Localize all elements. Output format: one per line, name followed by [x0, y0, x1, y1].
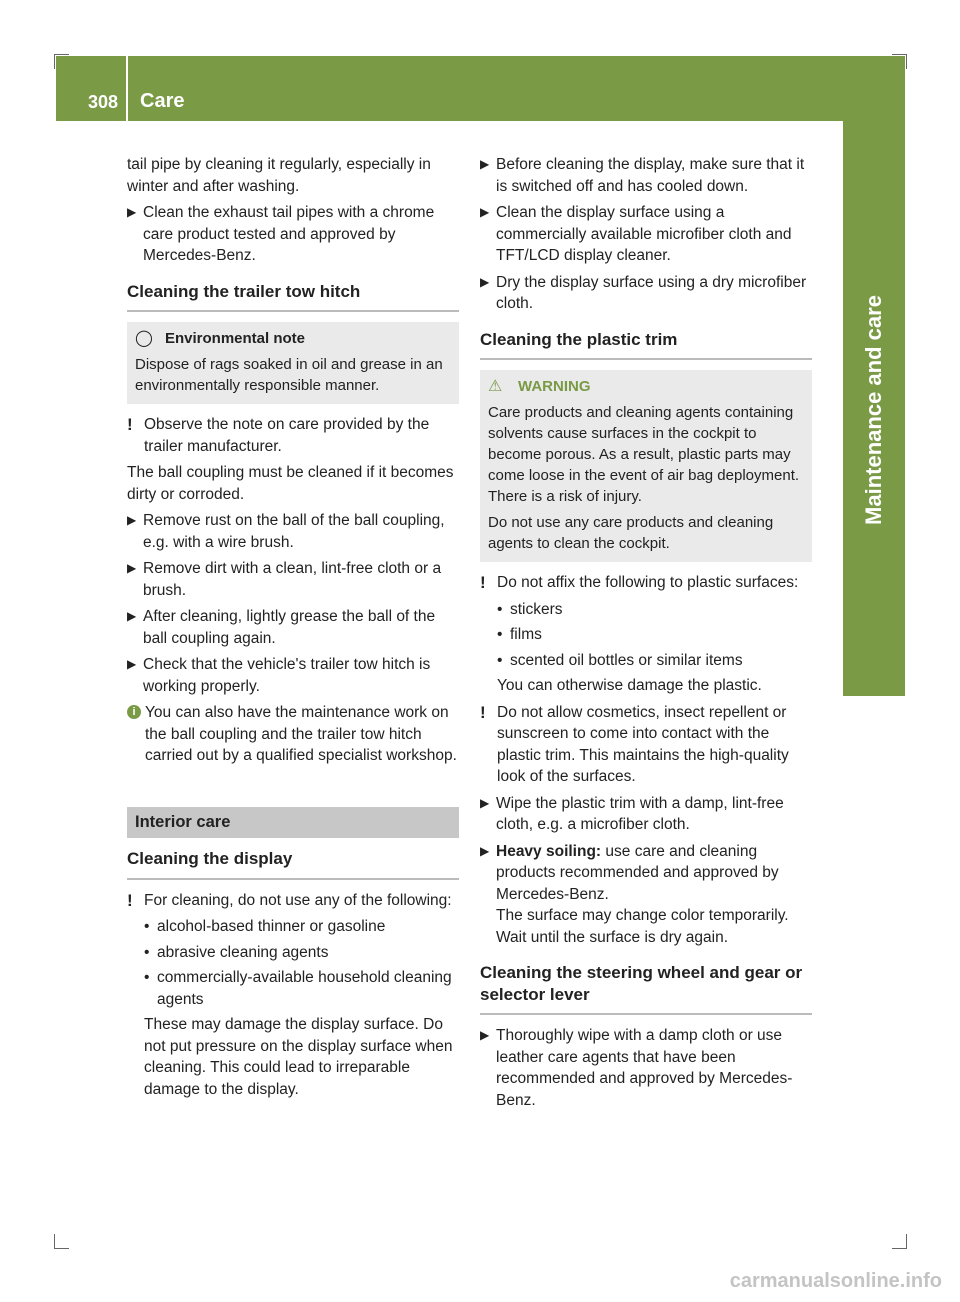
- heading-steering: Cleaning the steering wheel and gear or selector lever: [480, 962, 812, 1015]
- interior-care-heading: Interior care: [127, 807, 459, 839]
- crop-mark-bottom-right: [892, 1234, 907, 1249]
- step-text: Thoroughly wipe with a damp cloth or use leather care agents that have been recommended and approved by Mercedes-Benz.: [496, 1027, 793, 1109]
- section-title: Care: [140, 90, 185, 112]
- note-display: [127, 890, 459, 912]
- info-icon: i: [127, 705, 141, 719]
- step-arrow-icon: ▶: [480, 1028, 490, 1042]
- warning-icon: ⚠: [488, 378, 503, 395]
- step-text: Remove dirt with a clean, lint-free cloth or a brush.: [143, 560, 442, 599]
- bullet-item: • scented oil bottles or similar items: [497, 651, 743, 669]
- heading-trailer: Cleaning the trailer tow hitch: [127, 281, 459, 313]
- bullet-item: • stickers: [497, 600, 563, 618]
- warning-text-2: Do not use any care products and cleaning agents to clean the cockpit.: [488, 514, 774, 552]
- left-column: [127, 154, 459, 1105]
- step-exhaust: [127, 202, 459, 267]
- step-3: [127, 606, 459, 649]
- info-note: [127, 702, 459, 767]
- step-text: Clean the exhaust tail pipes with a chrome care product tested and approved by Mercedes-Benz.: [143, 204, 435, 264]
- note-text: Do not affix the following to plastic surfaces:: [497, 574, 799, 591]
- step-arrow-icon: ▶: [480, 157, 490, 171]
- heading-display: Cleaning the display: [127, 848, 459, 880]
- bullet-item: • alcohol-based thinner or gasoline: [144, 918, 386, 935]
- step-1: [127, 510, 459, 553]
- display-warning-text: These may damage the display surface. Do not put pressure on the display surface when cleaning. This could lead to irreparable damage to the display.: [144, 1016, 453, 1098]
- step-text: Check that the vehicle's trailer tow hitch is working properly.: [143, 656, 431, 695]
- exclamation-icon: !: [480, 573, 486, 592]
- step-arrow-icon: ▶: [480, 843, 490, 858]
- step-display-3: [480, 272, 812, 315]
- page-number: 308: [88, 92, 119, 112]
- step-arrow-icon: ▶: [127, 513, 137, 527]
- step-text: Dry the display surface using a dry microfiber cloth.: [496, 273, 807, 312]
- side-tab-label: Maintenance and care: [861, 295, 886, 525]
- note-trailer: [127, 414, 459, 457]
- right-column: [480, 154, 812, 1116]
- step-display-1: [480, 154, 812, 197]
- step-arrow-icon: ▶: [127, 657, 137, 671]
- lightbulb-icon: ◯: [135, 330, 153, 347]
- exclamation-icon: !: [127, 890, 133, 910]
- env-text: Dispose of rags soaked in oil and grease in an environmentally responsible manner.: [135, 356, 443, 394]
- step-arrow-icon: ▶: [127, 561, 137, 575]
- note-cosmetics: [480, 702, 812, 788]
- exclamation-icon: !: [127, 415, 133, 434]
- step-heavy-soiling: [480, 841, 812, 949]
- exclamation-icon: !: [480, 702, 486, 722]
- note-affix: [480, 572, 812, 594]
- step-display-2: [480, 202, 812, 267]
- crop-mark-bottom-left: [54, 1234, 69, 1249]
- environmental-note: [127, 322, 459, 404]
- header-divider: [126, 56, 128, 121]
- step-arrow-icon: ▶: [480, 795, 490, 810]
- warning-box: [480, 370, 812, 562]
- step-text: Before cleaning the display, make sure that it is switched off and has cooled down.: [496, 156, 805, 195]
- watermark: carmanualsonline.info: [729, 1270, 942, 1292]
- affix-after-text: You can otherwise damage the plastic.: [497, 677, 762, 694]
- step-text: Clean the display surface using a commercially available microfiber cloth and TFT/LCD display cleaner.: [496, 204, 792, 264]
- step-2: [127, 558, 459, 601]
- heading-plastic: Cleaning the plastic trim: [480, 329, 812, 361]
- step-arrow-icon: ▶: [480, 205, 490, 219]
- heavy-soiling-text: use care and cleaning products recommended and approved by Mercedes-Benz.: [496, 842, 779, 903]
- step-arrow-icon: ▶: [127, 205, 137, 219]
- note-text: For cleaning, do not use any of the following:: [144, 891, 452, 909]
- note-text: Observe the note on care provided by the trailer manufacturer.: [144, 416, 430, 455]
- step-4: [127, 654, 459, 697]
- step-arrow-icon: ▶: [127, 609, 137, 623]
- step-text: After cleaning, lightly grease the ball of the ball coupling again.: [143, 608, 436, 647]
- note-text: Do not allow cosmetics, insect repellent or sunscreen to come into contact with the plastic trim. This maintains the high-quality look of the surfaces.: [497, 703, 789, 785]
- step-wipe: [480, 793, 812, 836]
- heavy-soiling-label: Heavy soiling:: [496, 842, 602, 860]
- step-steering: [480, 1025, 812, 1111]
- bullet-item: • commercially-available household cleaning agents: [144, 969, 452, 1008]
- env-title: Environmental note: [165, 330, 306, 347]
- ball-text: The ball coupling must be cleaned if it becomes dirty or corroded.: [127, 464, 454, 503]
- info-text: You can also have the maintenance work on the ball coupling and the trailer tow hitch carried out by a qualified specialist workshop.: [145, 704, 457, 764]
- bullet-item: • films: [497, 626, 542, 643]
- step-arrow-icon: ▶: [480, 274, 490, 289]
- step-text: Wipe the plastic trim with a damp, lint-free cloth, e.g. a microfiber cloth.: [496, 794, 784, 833]
- intro-text: tail pipe by cleaning it regularly, especially in winter and after washing.: [127, 156, 431, 195]
- step-text: Remove rust on the ball of the ball coupling, e.g. with a wire brush.: [143, 512, 445, 551]
- warning-title: WARNING: [518, 378, 591, 395]
- warning-text-1: Care products and cleaning agents containing solvents cause surfaces in the cockpit to become porous. As a result, plastic parts may come loose in the event of air bag deployment. There is a risk of injury.: [488, 404, 800, 505]
- bullet-item: • abrasive cleaning agents: [144, 943, 329, 961]
- heavy-soiling-text-2: The surface may change color temporarily. Wait until the surface is dry again.: [496, 907, 789, 946]
